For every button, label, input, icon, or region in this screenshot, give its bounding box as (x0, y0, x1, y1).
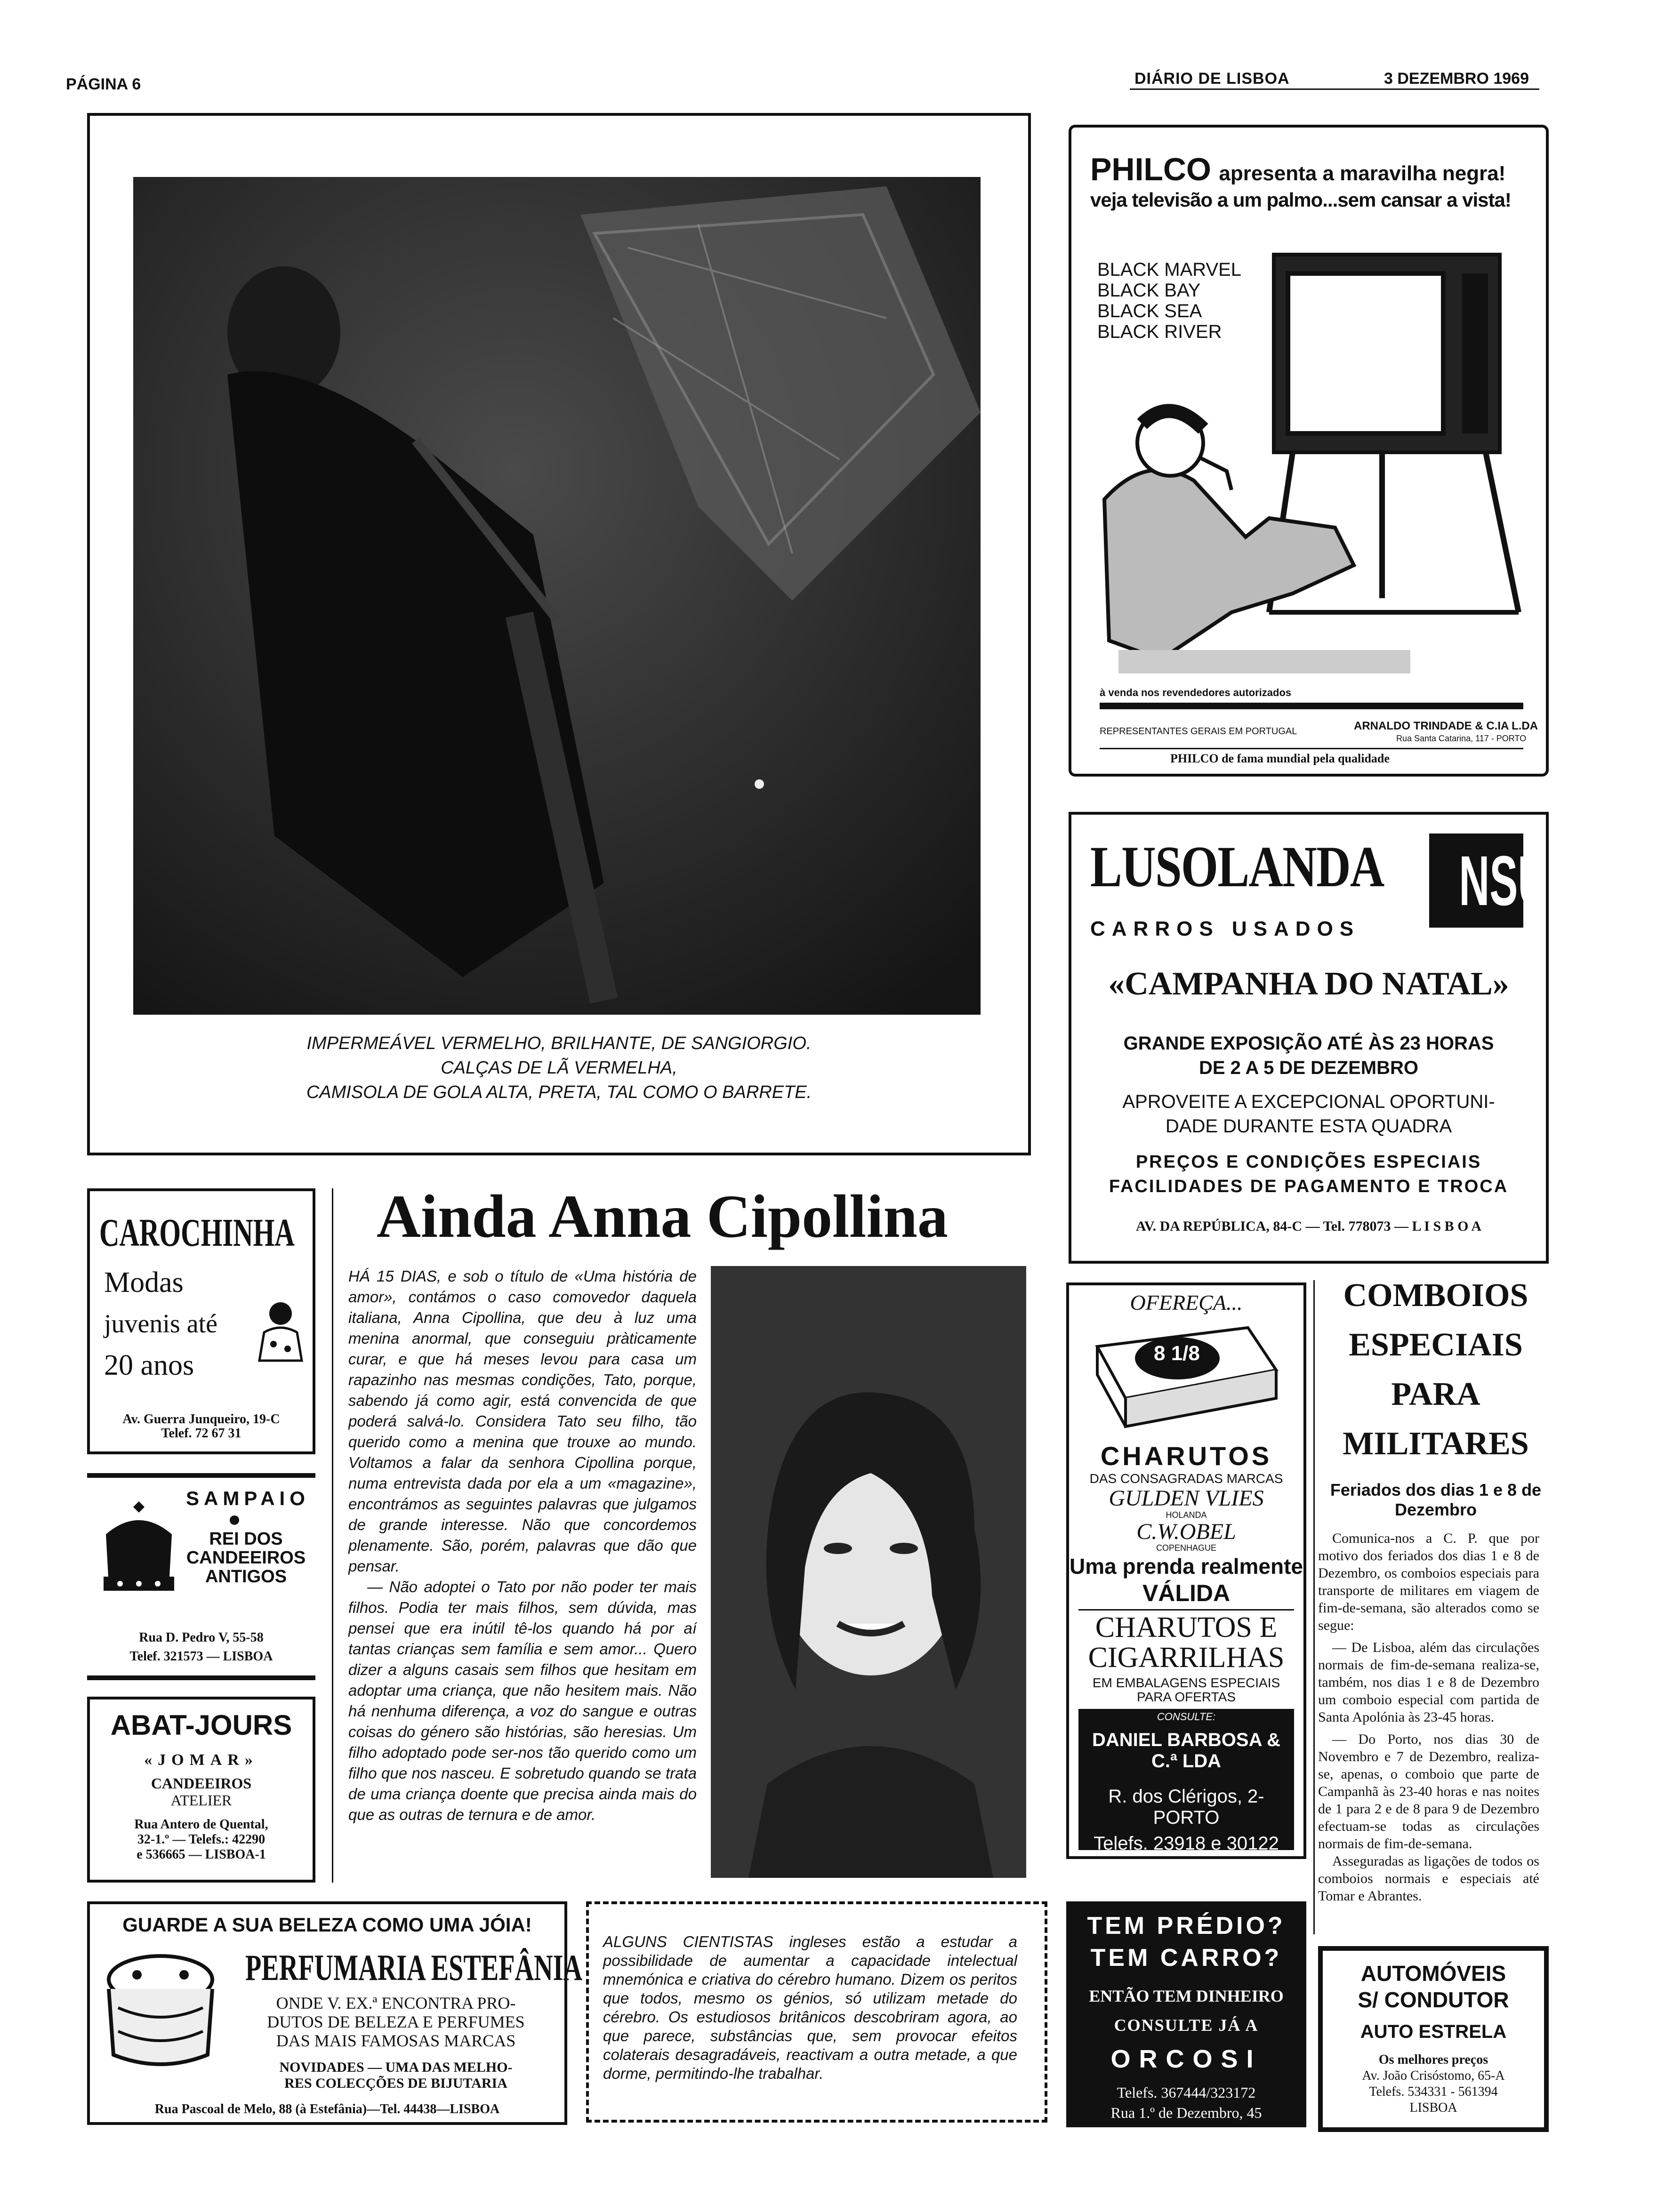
charutos-big-1: CHARUTOS E (1095, 1611, 1278, 1643)
lusolanda-expo-2: DE 2 A 5 DE DEZEMBRO (1199, 1058, 1418, 1078)
anna-cipollina-photo (711, 1266, 1026, 1878)
sampaio-line-2: CANDEEIROS (186, 1548, 306, 1568)
fashion-feature (87, 113, 1031, 1155)
automoveis-title-1: AUTOMÓVEIS (1360, 1961, 1506, 1986)
charutos-gift-2: VÁLIDA (1142, 1580, 1231, 1606)
comboios-rule (1313, 1280, 1315, 1934)
charutos-dealer: DANIEL BARBOSA & C.ª LDA (1092, 1730, 1281, 1771)
orcosi-address: Rua 1.º de Dezembro, 45 (1110, 2104, 1262, 2121)
abatjours-line-2: ATELIER (170, 1792, 232, 1809)
carochinha-line-2: juvenis até (104, 1309, 218, 1338)
philco-dealers: à venda nos revendedores autorizados (1100, 687, 1292, 698)
model-1: BLACK MARVEL (1097, 259, 1242, 280)
charutos-big-2: CIGARRILHAS (1088, 1642, 1285, 1674)
orcosi-line-1: TEM PRÉDIO? (1087, 1912, 1286, 1940)
automoveis-name: AUTO ESTRELA (1360, 2021, 1507, 2042)
philco-footer: PHILCO de fama mundial pela qualidade (1170, 752, 1390, 765)
cientistas-box (586, 1901, 1047, 2123)
abatjours-title: ABAT-JOURS (110, 1709, 292, 1741)
orcosi-line-2: TEM CARRO? (1090, 1944, 1282, 1972)
charutos-address: R. dos Clérigos, 2-PORTO (1108, 1786, 1264, 1828)
fashion-photo (133, 177, 981, 1015)
lusolanda-name: LUSOLANDA (1090, 834, 1384, 899)
estefania-line-4: NOVIDADES — UMA DAS MELHO- (279, 2060, 513, 2075)
cigar-brand-box: 8 1/8 (1154, 1342, 1200, 1365)
caption-line-2: CALÇAS DE LÃ VERMELHA, (441, 1058, 677, 1078)
orcosi-phones: Telefs. 367444/323172 (1117, 2084, 1256, 2101)
charutos-title: CHARUTOS (1100, 1441, 1272, 1471)
sampaio-ad (87, 1473, 315, 1680)
philco-subline: veja televisão a um palmo...sem cansar a vista! (1090, 189, 1511, 211)
nsu-logo: NSU (1429, 834, 1523, 928)
page-number: PÁGINA 6 (66, 75, 141, 93)
sampaio-line-1: REI DOS (209, 1529, 283, 1549)
orcosi-line-4: CONSULTE JÁ A (1114, 2016, 1259, 2035)
model-2: BLACK BAY (1097, 280, 1201, 301)
estefania-line-2: DUTOS DE BELEZA E PERFUMES (267, 2012, 525, 2031)
charutos-offer: OFEREÇA... (1130, 1290, 1243, 1314)
orcosi-line-3: ENTÃO TEM DINHEIRO (1089, 1987, 1284, 2005)
lusolanda-offer-2: DADE DURANTE ESTA QUADRA (1165, 1116, 1452, 1137)
charutos-phones: Telefs. 23918 e 30122 (1094, 1833, 1279, 1854)
comboios-title-1: COMBOIOS (1343, 1277, 1528, 1314)
charutos-country-1: HOLANDA (1166, 1510, 1207, 1520)
cientistas-text: ALGUNS CIENTISTAS ingleses estão a estudar a possibilidade de aumentar a capacidade intelectual mnemónica e criativa do cérebro humano. Dizem os peritos que todos, mesmo os génios, só utilizam metade do cérebro. Os estudiosos britânicos descobriram agora, ao que parece, substâncias que, sem provocar efeitos colaterais desagradáveis, reactivam a outra metade, a que dorme, permitindo-lhe trabalhar. (603, 1933, 1017, 2082)
article-paragraph-2: — Não adoptei o Tato por não poder ter mais filhos. Podia ter mais filhos, sem dúvida, mas pensei que era inútil tê-los quando há por aí tantas crianças sem família e sem amor... Quero dizer a alguns casais sem filhos que hesitam em adoptar uma criança, que não hesitem mais. Não há nenhuma diferença, a voz do sangue e outras coisas do género são histórias, são heresias. Um filho adoptado pode ser-nos tão querido como um filho que nos nasceu. E sobretudo quando se trata de uma criança doente que precisa ainda mais do que as outras de ternura e de amor. (348, 1578, 697, 1823)
jewel-box-icon (99, 1947, 222, 2074)
automoveis-address: Av. João Crisóstomo, 65-A (1362, 2068, 1505, 2083)
lusolanda-expo-1: GRANDE EXPOSIÇÃO ATÉ ÀS 23 HORAS (1123, 1033, 1494, 1054)
lusolanda-address: AV. DA REPÚBLICA, 84-C — Tel. 778073 — L I S B O A (1135, 1218, 1482, 1234)
automoveis-line-1: Os melhores preços (1378, 2052, 1488, 2067)
comboios-paragraph-1: Comunica-nos a C. P. que por motivo dos feriados dos dias 1 e 8 de Dezembro, os comboios especiais para transporte de militares em viagem de fim-de-semana, são alterados como se segue: (1318, 1531, 1539, 1633)
comboios-text (1318, 1530, 1539, 1905)
lusolanda-sub: CARROS USADOS (1090, 917, 1360, 940)
carochinha-phone: Telef. 72 67 31 (161, 1426, 241, 1441)
carochinha-ad (87, 1188, 315, 1454)
charutos-line-1: DAS CONSAGRADAS MARCAS (1089, 1471, 1283, 1486)
comboios-title-2: ESPECIAIS (1349, 1327, 1523, 1363)
philco-illustration (1090, 236, 1533, 678)
crown-icon (92, 1501, 186, 1605)
sampaio-address: Rua D. Pedro V, 55-58 (139, 1630, 264, 1645)
model-4: BLACK RIVER (1097, 321, 1222, 342)
philco-tagline: apresenta a maravilha negra! (1219, 162, 1506, 185)
sampaio-line-3: ANTIGOS (205, 1567, 287, 1587)
charutos-pack-2: PARA OFERTAS (1136, 1690, 1236, 1704)
issue-date: 3 DEZEMBRO 1969 (1384, 70, 1529, 88)
orcosi-name: ORCOSI (1110, 2045, 1262, 2073)
charutos-brand-2: C.W.OBEL (1136, 1519, 1236, 1544)
carochinha-address: Av. Guerra Junqueiro, 19-C (122, 1412, 280, 1427)
estefania-line-5: RES COLECÇÕES DE BIJUTARIA (284, 2076, 507, 2091)
philco-representatives: REPRESENTANTES GERAIS EM PORTUGAL (1100, 726, 1297, 737)
carochinha-name: CAROCHINHA (99, 1211, 295, 1255)
estefania-address: Rua Pascoal de Melo, 88 (à Estefânia)—Tel. 44438—LISBOA (154, 2102, 500, 2116)
ladybug-icon (255, 1299, 306, 1370)
charutos-brand-1: GULDEN VLIES (1109, 1486, 1264, 1511)
charutos-consult: CONSULTE: (1157, 1711, 1216, 1723)
header-rule (1130, 88, 1539, 90)
abatjours-line-1: CANDEEIROS (151, 1775, 252, 1792)
lusolanda-offer-1: APROVEITE A EXCEPCIONAL OPORTUNI- (1122, 1091, 1495, 1112)
abatjours-ad (87, 1697, 315, 1883)
estefania-ad (87, 1901, 583, 2125)
caption-line-3: CAMISOLA DE GOLA ALTA, PRETA, TAL COMO O BARRETE. (306, 1082, 812, 1102)
philco-company: ARNALDO TRINDADE & C.IA L.DA (1354, 720, 1538, 732)
estefania-top: GUARDE A SUA BELEZA COMO UMA JÓIA! (122, 1914, 532, 1936)
charutos-pack-1: EM EMBALAGENS ESPECIAIS (1092, 1675, 1280, 1690)
column-rule (332, 1188, 333, 1883)
philco-brand: PHILCO (1090, 152, 1211, 187)
estefania-line-3: DAS MAIS FAMOSAS MARCAS (276, 2031, 516, 2050)
abatjours-address-2: 32-1.º — Telefs.: 42290 (137, 1832, 265, 1847)
abatjours-address-1: Rua Antero de Quental, (134, 1817, 268, 1832)
lusolanda-campaign: «CAMPANHA DO NATAL» (1108, 966, 1509, 1002)
estefania-name: PERFUMARIA ESTEFÂNIA (245, 1947, 583, 1988)
philco-address: Rua Santa Catarina, 117 - PORTO (1396, 734, 1527, 743)
lusolanda-cond-2: FACILIDADES DE PAGAMENTO E TROCA (1109, 1177, 1509, 1196)
estefania-line-1: ONDE V. EX.ª ENCONTRA PRO- (276, 1994, 516, 2012)
charutos-gift-1: Uma prenda realmente (1070, 1554, 1303, 1579)
charutos-dealer-block (1078, 1709, 1294, 1854)
automoveis-phones: Telefs. 534331 - 561394 (1369, 2084, 1498, 2099)
automoveis-ad (1318, 1946, 1549, 2132)
comboios-title-4: MILITARES (1343, 1426, 1529, 1462)
cigar-box-illustration (1088, 1318, 1286, 1436)
comboios-title-3: PARA (1391, 1376, 1480, 1412)
comboios-subtitle: Feriados dos dias 1 e 8 de Dezembro (1330, 1480, 1542, 1519)
sampaio-name: SAMPAIO (186, 1487, 310, 1509)
sampaio-phone: Telef. 321573 — LISBOA (129, 1649, 273, 1664)
comboios-paragraph-3: — Do Porto, nos dias 30 de Novembro e 7 de Dezembro, realiza-se, apenas, o comboio que parte de Campanhã às 23-40 horas e nas noites de 1 para 2 e de 8 para 9 de Dezembro efectuam-se todas as circulações normais de fim-de-semana. (1318, 1731, 1539, 1851)
abatjours-address-3: e 536665 — LISBOA-1 (137, 1847, 266, 1862)
philco-ad (1069, 125, 1549, 777)
article-text-col (348, 1266, 697, 1887)
model-3: BLACK SEA (1097, 301, 1202, 321)
charutos-country-2: COPENHAGUE (1156, 1543, 1217, 1553)
article-paragraph-1: HÁ 15 DIAS, e sob o título de «Uma história de amor», contámos o caso comovedor daquela italiana, Anna Cipollina, que deu à luz uma menina anormal, que conseguiu pràticamente curar, e que há meses levou para casa um rapazinho nas mesmas condições, Tato, porque, sabendo já como agir, está convencida de que poderá salvá-lo. Considera Tato seu filho, tão querido como a menina que trouxe ao mundo. Voltamos a falar da senhora Cipollina porque, numa entrevista dada por ela a um «magazine», encontrámos as seguintes palavras que julgamos de grande interesse. Não que concordemos plenamente. São, porém, palavras que dão que pensar. (348, 1267, 697, 1575)
abatjours-name: «JOMAR» (144, 1751, 258, 1769)
charutos-ad (1066, 1282, 1306, 1859)
comboios-paragraph-2: — De Lisboa, além das circulações normais de fim-de-semana realiza-se, também, nos dias 1 e 8 de Dezembro um comboio especial com partida de Santa Apolónia às 23-45 horas. (1318, 1640, 1539, 1725)
automoveis-title-2: S/ CONDUTOR (1358, 1988, 1509, 2012)
lusolanda-cond-1: PREÇOS E CONDIÇÕES ESPECIAIS (1135, 1152, 1482, 1172)
carochinha-line-3: 20 anos (104, 1349, 194, 1381)
caption-line-1: IMPERMEÁVEL VERMELHO, BRILHANTE, DE SANGIORGIO. (306, 1034, 812, 1053)
newspaper-name: DIÁRIO DE LISBOA (1134, 70, 1290, 88)
article-title: Ainda Anna Cipollina (377, 1183, 948, 1250)
automoveis-city: LISBOA (1409, 2100, 1457, 2115)
comboios-paragraph-4: Asseguradas as ligações de todos os comboios normais e especiais até Tomar e Abrantes. (1318, 1853, 1539, 1904)
lusolanda-ad (1069, 812, 1549, 1264)
orcosi-ad (1066, 1901, 1306, 2127)
carochinha-line-1: Modas (104, 1266, 184, 1298)
